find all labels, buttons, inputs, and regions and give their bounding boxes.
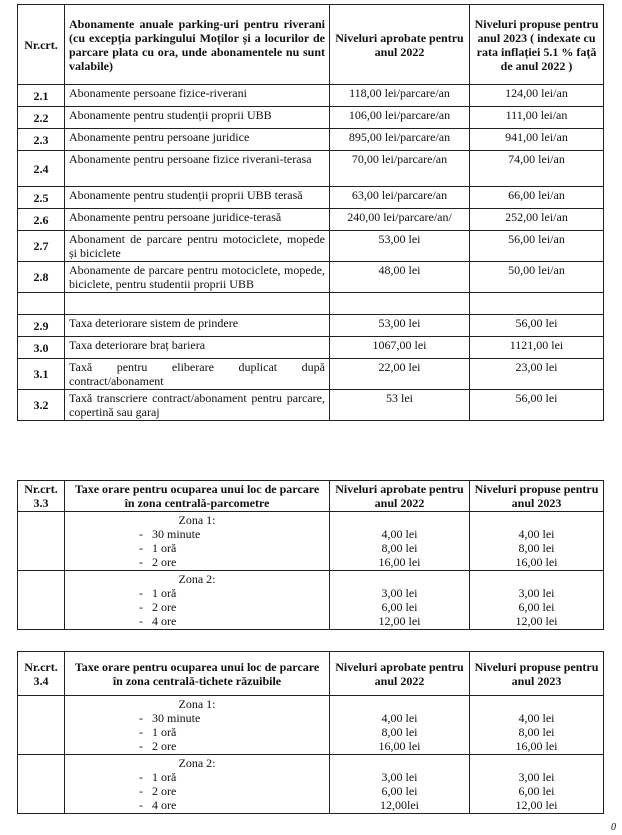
- zone-name: Zona 2:: [178, 572, 216, 586]
- value-2022: 12,00 lei: [378, 614, 421, 628]
- header-nr: Nr.crt. 3.3: [18, 481, 65, 512]
- value-2023-cell: [470, 512, 604, 571]
- value-2023: 4,00 lei: [518, 711, 555, 725]
- scratch-ticket-table: [17, 651, 604, 814]
- row-number: [18, 571, 65, 630]
- value-2023: 6,00 lei: [518, 600, 555, 614]
- row-number: 2.5: [18, 187, 65, 209]
- row-description: Taxă pentru eliberare duplicat după contract/abonament: [65, 359, 330, 390]
- value-2022: 895,00 lei/parcare/an: [330, 129, 470, 151]
- value-2023-cell: [470, 571, 604, 630]
- value-2022: 240,00 lei/parcare/an/: [330, 209, 470, 231]
- table-row: [18, 231, 604, 262]
- row-number: 3.2: [18, 390, 65, 421]
- value-2023: 111,00 lei/an: [470, 107, 604, 129]
- header-2022: Niveluri aprobate pentru anul 2022: [330, 481, 470, 512]
- value-2023: 16,00 lei: [515, 555, 558, 569]
- duration-label: - 30 minute: [139, 711, 201, 725]
- row-number: 2.1: [18, 85, 65, 107]
- zone-row: [18, 696, 604, 755]
- value-2022: 118,00 lei/parcare/an: [330, 85, 470, 107]
- value-2022: 53 lei: [330, 390, 470, 421]
- row-description: Abonamente pentru persoane juridice: [65, 129, 330, 151]
- row-description: Taxă transcriere contract/abonament pentru parcare, copertină sau garaj: [65, 390, 330, 421]
- table-row: [18, 315, 604, 337]
- value-2023: 12,00 lei: [515, 798, 558, 812]
- value-2022: 3,00 lei: [381, 586, 418, 600]
- subscriptions-table: [17, 4, 604, 421]
- zone-label-cell: [65, 696, 330, 755]
- header-2022: Niveluri aprobate pentru anul 2022: [330, 5, 470, 85]
- table-row: [18, 129, 604, 151]
- value-2023: [470, 293, 604, 315]
- row-number: 3.0: [18, 337, 65, 359]
- value-2022: 8,00 lei: [381, 541, 418, 555]
- value-2023: 252,00 lei/an: [470, 209, 604, 231]
- table-row: [18, 151, 604, 187]
- header-nr: Nr.crt. 3.4: [18, 652, 65, 696]
- zone-label-cell: [65, 512, 330, 571]
- value-2023: 6,00 lei: [518, 784, 555, 798]
- duration-label: - 2 ore: [139, 555, 177, 569]
- table-row: [18, 359, 604, 390]
- value-2022: 22,00 lei: [330, 359, 470, 390]
- value-2022: 4,00 lei: [381, 711, 418, 725]
- header-2023: Niveluri propuse pentru anul 2023: [470, 481, 604, 512]
- value-2023: 12,00 lei: [515, 614, 558, 628]
- value-2023: 8,00 lei: [518, 541, 555, 555]
- value-2023: 3,00 lei: [518, 770, 555, 784]
- row-number: 2.9: [18, 315, 65, 337]
- row-description: Abonamente persoane fizice-riverani: [65, 85, 330, 107]
- value-2022: 6,00 lei: [381, 600, 418, 614]
- header-2023: Niveluri propuse pentru anul 2023: [470, 652, 604, 696]
- value-2023: 56,00 lei: [470, 315, 604, 337]
- value-2022: 70,00 lei/parcare/an: [330, 151, 470, 187]
- row-description: Taxa deteriorare sistem de prindere: [65, 315, 330, 337]
- row-description: Abonamente pentru persoane fizice riverani-terasa: [65, 151, 330, 187]
- zone-row: [18, 755, 604, 814]
- value-2023: 56,00 lei/an: [470, 231, 604, 262]
- value-2022: 63,00 lei/parcare/an: [330, 187, 470, 209]
- table-row: [18, 262, 604, 293]
- value-2023-cell: [470, 755, 604, 814]
- value-2022: 4,00 lei: [381, 527, 418, 541]
- value-2022: 16,00 lei: [378, 739, 421, 753]
- row-number: 2.6: [18, 209, 65, 231]
- row-description: [65, 293, 330, 315]
- value-2023: 66,00 lei/an: [470, 187, 604, 209]
- zone-name: Zona 1:: [178, 513, 216, 527]
- zone-row: [18, 512, 604, 571]
- table-row: [18, 85, 604, 107]
- row-number: 2.8: [18, 262, 65, 293]
- row-number: 2.2: [18, 107, 65, 129]
- header-description: Abonamente anuale parking-uri pentru riverani (cu excepția parkingului Moților și a locurilor de parcare plata cu ora, unde abonamentele nu sunt valabile): [65, 5, 330, 85]
- duration-label: - 2 ore: [139, 600, 177, 614]
- value-2023: 74,00 lei/an: [470, 151, 604, 187]
- row-description: Abonamente pentru persoane juridice-terasă: [65, 209, 330, 231]
- zone-label-cell: [65, 755, 330, 814]
- value-2023: 50,00 lei/an: [470, 262, 604, 293]
- table-row: [18, 187, 604, 209]
- value-2022: [330, 293, 470, 315]
- value-2022: 12,00lei: [380, 798, 419, 812]
- duration-label: - 4 ore: [139, 614, 177, 628]
- zone-row: [18, 571, 604, 630]
- parking-meter-table: [17, 480, 604, 630]
- row-description: Abonamente pentru studenții proprii UBB: [65, 107, 330, 129]
- value-2023: 16,00 lei: [515, 739, 558, 753]
- value-2022: 53,00 lei: [330, 231, 470, 262]
- header-2023: Niveluri propuse pentru anul 2023 ( indexate cu rata inflației 5.1 % față de anul 2022 ): [470, 5, 604, 85]
- value-2022: 1067,00 lei: [330, 337, 470, 359]
- value-2022-cell: [330, 512, 470, 571]
- header-description: Taxe orare pentru ocuparea unui loc de parcare în zona centrală-parcometre: [65, 481, 330, 512]
- row-number: [18, 512, 65, 571]
- duration-label: - 1 oră: [139, 586, 177, 600]
- duration-label: - 1 oră: [139, 725, 177, 739]
- row-number: 2.4: [18, 151, 65, 187]
- value-2023: 124,00 lei/an: [470, 85, 604, 107]
- row-number: 2.3: [18, 129, 65, 151]
- table-row: [18, 293, 604, 315]
- row-number: [18, 293, 65, 315]
- zone-label-cell: [65, 571, 330, 630]
- value-2023: 3,00 lei: [518, 586, 555, 600]
- value-2022: 6,00 lei: [381, 784, 418, 798]
- value-2022: 3,00 lei: [381, 770, 418, 784]
- value-2023: 1121,00 lei: [470, 337, 604, 359]
- header-description: Taxe orare pentru ocuparea unui loc de parcare în zona centrală-tichete răzuibile: [65, 652, 330, 696]
- value-2023: 8,00 lei: [518, 725, 555, 739]
- value-2023: 56,00 lei: [470, 390, 604, 421]
- value-2022: 48,00 lei: [330, 262, 470, 293]
- value-2022-cell: [330, 696, 470, 755]
- page-number: 0: [611, 822, 616, 833]
- header-2022: Niveluri aprobate pentru anul 2022: [330, 652, 470, 696]
- header-nr: Nr.crt.: [18, 5, 65, 85]
- zone-name: Zona 2:: [178, 756, 216, 770]
- value-2022: 16,00 lei: [378, 555, 421, 569]
- duration-label: - 1 oră: [139, 541, 177, 555]
- value-2022: 8,00 lei: [381, 725, 418, 739]
- row-description: Abonament de parcare pentru motociclete, mopede și biciclete: [65, 231, 330, 262]
- table-row: [18, 209, 604, 231]
- value-2022: 106,00 lei/parcare/an: [330, 107, 470, 129]
- value-2023: 23,00 lei: [470, 359, 604, 390]
- row-number: [18, 696, 65, 755]
- duration-label: - 2 ore: [139, 784, 177, 798]
- duration-label: - 2 ore: [139, 739, 177, 753]
- value-2022-cell: [330, 755, 470, 814]
- table-row: [18, 107, 604, 129]
- row-number: [18, 755, 65, 814]
- row-description: Taxa deteriorare braț bariera: [65, 337, 330, 359]
- value-2022-cell: [330, 571, 470, 630]
- row-number: 2.7: [18, 231, 65, 262]
- row-description: Abonamente de parcare pentru motociclete, mopede, biciclete, pentru studentii proprii UBB: [65, 262, 330, 293]
- row-number: 3.1: [18, 359, 65, 390]
- value-2023-cell: [470, 696, 604, 755]
- duration-label: - 30 minute: [139, 527, 201, 541]
- duration-label: - 1 oră: [139, 770, 177, 784]
- value-2023: 4,00 lei: [518, 527, 555, 541]
- table-row: [18, 390, 604, 421]
- duration-label: - 4 ore: [139, 798, 177, 812]
- zone-name: Zona 1:: [178, 697, 216, 711]
- value-2022: 53,00 lei: [330, 315, 470, 337]
- row-description: Abonamente pentru studenții proprii UBB terasă: [65, 187, 330, 209]
- value-2023: 941,00 lei/an: [470, 129, 604, 151]
- table-row: [18, 337, 604, 359]
